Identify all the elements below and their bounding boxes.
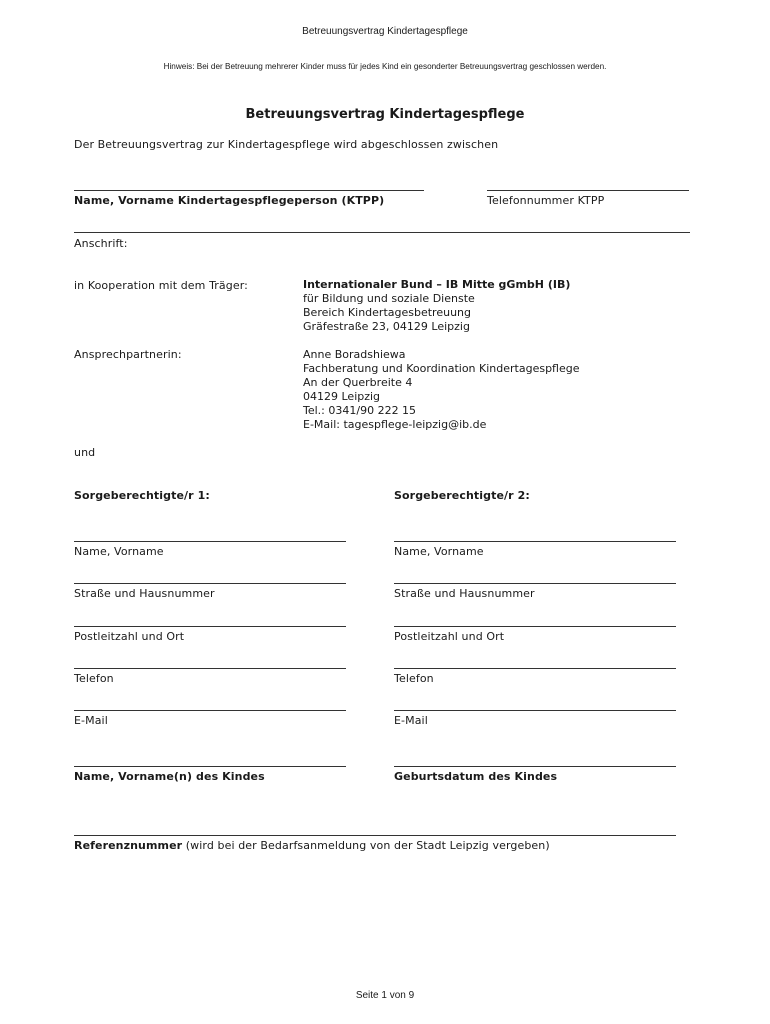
guardian1-zip-label: Postleitzahl und Ort: [74, 630, 185, 643]
child-birth-label: Geburtsdatum des Kindes: [394, 770, 558, 783]
guardian2-name-label: Name, Vorname: [394, 545, 484, 558]
ktpp-phone-label: Telefonnummer KTPP: [487, 194, 605, 207]
reference-line[interactable]: [74, 835, 676, 836]
page-number: Seite 1 von 9: [355, 990, 415, 1001]
contact-label: Ansprechpartnerin:: [74, 348, 182, 361]
guardian2-email-label: E-Mail: [394, 714, 428, 727]
guardian1-name-label: Name, Vorname: [74, 545, 164, 558]
carrier-line4: Gräfestraße 23, 04129 Leipzig: [303, 320, 470, 333]
guardian1-name-line[interactable]: [74, 541, 346, 542]
carrier-name: Internationaler Bund – IB Mitte gGmbH (IB): [303, 278, 571, 291]
contact-email: E-Mail: tagespflege-leipzig@ib.de: [303, 418, 487, 431]
guardian2-street-line[interactable]: [394, 583, 676, 584]
guardian2-phone-label: Telefon: [394, 672, 434, 685]
child-name-label: Name, Vorname(n) des Kindes: [74, 770, 265, 783]
guardian1-street-line[interactable]: [74, 583, 346, 584]
running-header: Betreuungsvertrag Kindertagespflege: [302, 26, 468, 37]
reference-row: [74, 839, 550, 852]
address-line[interactable]: [74, 232, 690, 233]
contact-name: Anne Boradshiewa: [303, 348, 406, 361]
carrier-line3: Bereich Kindertagesbetreuung: [303, 306, 471, 319]
contact-street: An der Querbreite 4: [303, 376, 413, 389]
guardian1-heading: Sorgeberechtigte/r 1:: [74, 489, 210, 502]
hint-text: Hinweis: Bei der Betreuung mehrerer Kinder muss für jedes Kind ein gesonderter Betreuungsvertrag geschlossen werden.: [163, 62, 607, 71]
guardian2-zip-label: Postleitzahl und Ort: [394, 630, 505, 643]
guardian2-zip-line[interactable]: [394, 626, 676, 627]
guardian2-email-line[interactable]: [394, 710, 676, 711]
child-name-line[interactable]: [74, 766, 346, 767]
guardian2-heading: Sorgeberechtigte/r 2:: [394, 489, 530, 502]
guardian2-phone-line[interactable]: [394, 668, 676, 669]
child-birth-line[interactable]: [394, 766, 676, 767]
guardian2-name-line[interactable]: [394, 541, 676, 542]
guardian1-email-label: E-Mail: [74, 714, 108, 727]
contact-role: Fachberatung und Koordination Kindertagespflege: [303, 362, 580, 375]
guardian1-phone-label: Telefon: [74, 672, 114, 685]
and-text: und: [74, 446, 96, 459]
intro-text: Der Betreuungsvertrag zur Kindertagespflege wird abgeschlossen zwischen: [74, 138, 499, 151]
guardian1-zip-line[interactable]: [74, 626, 346, 627]
contact-phone: Tel.: 0341/90 222 15: [303, 404, 417, 417]
ktpp-name-label: Name, Vorname Kindertagespflegeperson (KTPP): [74, 194, 385, 207]
document-title: Betreuungsvertrag Kindertagespflege: [245, 107, 525, 122]
guardian1-email-line[interactable]: [74, 710, 346, 711]
address-label: Anschrift:: [74, 237, 128, 250]
cooperation-label: in Kooperation mit dem Träger:: [74, 279, 248, 292]
carrier-address-block: [303, 278, 570, 334]
reference-label: Referenznummer: [74, 839, 183, 852]
contact-block: [303, 348, 580, 432]
guardian1-street-label: Straße und Hausnummer: [74, 587, 215, 600]
reference-note: (wird bei der Bedarfsanmeldung von der Stadt Leipzig vergeben): [182, 839, 550, 852]
guardian2-street-label: Straße und Hausnummer: [394, 587, 535, 600]
contact-city: 04129 Leipzig: [303, 390, 381, 403]
ktpp-name-line[interactable]: [74, 190, 424, 191]
guardian1-phone-line[interactable]: [74, 668, 346, 669]
ktpp-phone-line[interactable]: [487, 190, 689, 191]
carrier-line2: für Bildung und soziale Dienste: [303, 292, 475, 305]
